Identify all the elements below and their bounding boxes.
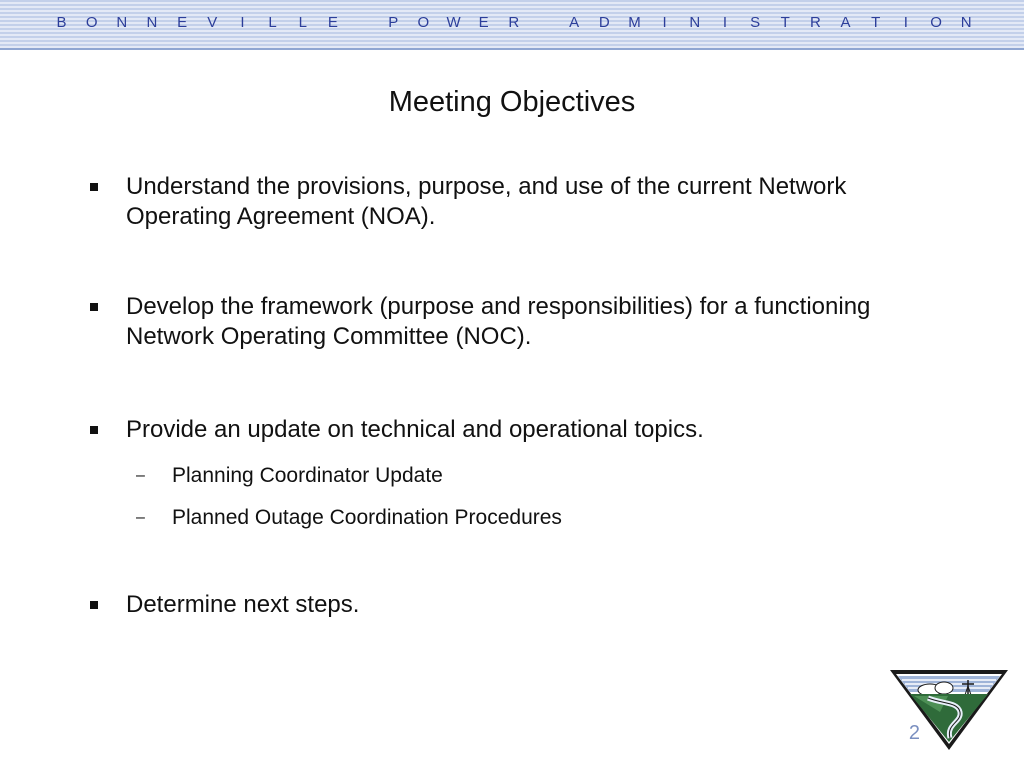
- bullet-item: [86, 415, 704, 445]
- sub-bullet-text: Planning Coordinator Update: [172, 464, 443, 487]
- bullet-item: [86, 172, 906, 232]
- org-letter: O: [85, 14, 98, 31]
- org-letter: L: [298, 14, 307, 31]
- bullet-text: Understand the provisions, purpose, and use of the current Network Operating Agreement (NOA).: [126, 173, 847, 230]
- org-letter: L: [268, 14, 277, 31]
- org-letter-space: [535, 14, 554, 36]
- org-letter: I: [662, 14, 667, 31]
- org-letter: E: [478, 14, 489, 31]
- square-bullet-icon: [90, 303, 98, 311]
- org-letter: M: [628, 14, 641, 31]
- square-bullet-icon: [90, 183, 98, 191]
- org-letter: S: [750, 14, 761, 31]
- org-letter: N: [116, 14, 128, 31]
- org-letter: T: [871, 14, 881, 31]
- org-letter: A: [569, 14, 580, 31]
- org-letter: N: [689, 14, 701, 31]
- bpa-triangle-logo-icon: [888, 668, 1010, 752]
- org-letter: N: [146, 14, 158, 31]
- org-letter: W: [446, 14, 461, 31]
- square-bullet-icon: [90, 426, 98, 434]
- org-letter: E: [327, 14, 338, 31]
- sub-bullet-item: [134, 463, 443, 489]
- org-letter: O: [417, 14, 430, 31]
- org-letter: R: [809, 14, 821, 31]
- org-letter: I: [903, 14, 908, 31]
- org-letter: A: [840, 14, 851, 31]
- bullet-text: Determine next steps.: [126, 591, 360, 618]
- header-rule: [0, 48, 1024, 50]
- org-letter: T: [780, 14, 790, 31]
- bullet-item: [86, 292, 906, 352]
- org-letter: D: [598, 14, 610, 31]
- org-letter: R: [508, 14, 520, 31]
- org-letter: I: [240, 14, 245, 31]
- bullet-text: Provide an update on technical and operational topics.: [126, 416, 704, 443]
- bullet-text: Develop the framework (purpose and responsibilities) for a functioning Network Operating Committee (NOC).: [126, 293, 871, 350]
- org-letter: O: [930, 14, 942, 31]
- org-letter: P: [388, 14, 399, 31]
- dash-bullet-icon: –: [136, 467, 145, 484]
- org-letter: B: [56, 14, 67, 31]
- org-letter: V: [207, 14, 218, 31]
- square-bullet-icon: [90, 601, 98, 609]
- org-letter: I: [722, 14, 728, 31]
- bullet-item: [86, 590, 359, 620]
- org-letter: E: [177, 14, 188, 31]
- sub-bullet-text: Planned Outage Coordination Procedures: [172, 506, 562, 529]
- org-letter: N: [960, 14, 972, 31]
- page-number: 2: [908, 722, 920, 744]
- sub-bullet-item: [134, 505, 562, 531]
- dash-bullet-icon: –: [136, 509, 145, 526]
- org-letter-space: [354, 14, 373, 36]
- slide-title: Meeting Objectives: [388, 86, 636, 118]
- org-name-header: [0, 14, 1024, 36]
